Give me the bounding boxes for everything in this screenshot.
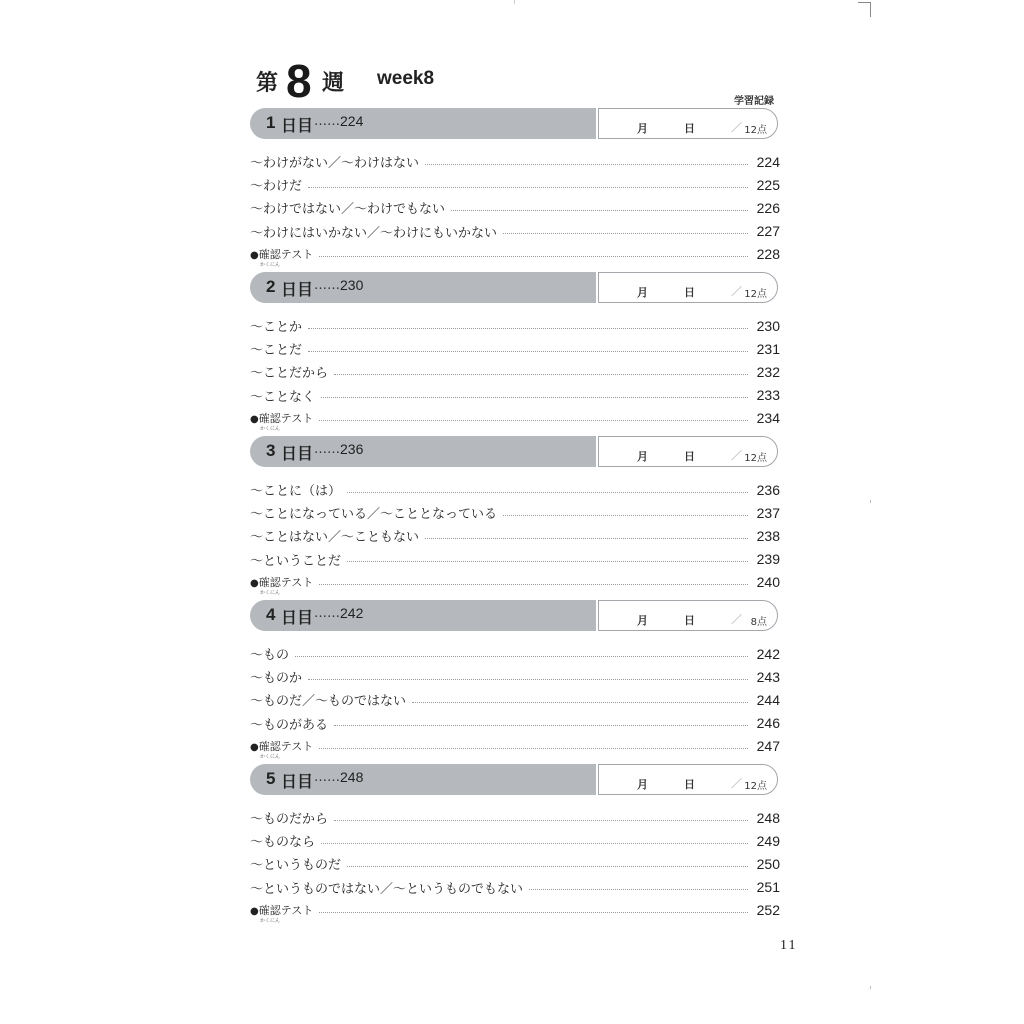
day-leader-dots: ……	[314, 442, 340, 457]
week-suffix: 週	[322, 71, 345, 96]
week-title	[250, 55, 780, 108]
leader-dots	[295, 655, 748, 657]
leader-dots	[319, 255, 748, 257]
entry-page-number: 232	[756, 363, 780, 380]
test-label: 確認テスト	[258, 248, 314, 262]
study-record-label: 学習記録	[734, 96, 774, 107]
bullet-icon: ●	[250, 414, 259, 426]
leader-dots	[334, 373, 748, 375]
record-slash: ／	[731, 449, 742, 462]
entry-page-number: 249	[756, 832, 780, 849]
entry-list	[250, 478, 780, 597]
toc-entry[interactable]	[250, 642, 780, 665]
day-section	[250, 764, 780, 925]
day-title-bar	[250, 764, 596, 795]
toc-entry[interactable]	[250, 478, 780, 501]
toc-entry-test[interactable]	[250, 899, 780, 925]
entry-title: ～ことなく	[250, 389, 316, 405]
entry-title	[250, 246, 319, 269]
day-leader-dots: ……	[314, 606, 340, 621]
entry-title: ～というものだ	[250, 858, 342, 874]
toc-entry-test[interactable]	[250, 407, 780, 433]
entry-page-number: 244	[756, 691, 780, 708]
day-number: 3	[266, 441, 276, 460]
week-number: 8	[286, 55, 311, 107]
toc-entry[interactable]	[250, 501, 780, 524]
leader-dots	[347, 491, 748, 493]
day-leader-dots: ……	[314, 114, 340, 129]
leader-dots	[321, 842, 748, 844]
entry-title: ～わけだ	[250, 179, 303, 195]
week-prefix: 第	[256, 71, 279, 96]
toc-entry[interactable]	[250, 337, 780, 360]
toc-entry-test[interactable]	[250, 571, 780, 597]
day-header	[250, 600, 780, 632]
entry-page-number: 247	[756, 738, 780, 755]
day-number: 4	[266, 605, 276, 624]
day-label: 日目	[281, 444, 314, 463]
furigana: かくにん	[260, 918, 281, 925]
entry-page-number: 240	[756, 574, 780, 591]
toc-entry-test[interactable]	[250, 243, 780, 269]
toc-entry[interactable]	[250, 829, 780, 852]
record-month-label: 月	[637, 450, 648, 463]
day-start-page: 236	[340, 441, 364, 457]
day-label: 日目	[281, 116, 314, 135]
furigana: かくにん	[260, 754, 281, 761]
leader-dots	[308, 350, 748, 352]
toc-entry[interactable]	[250, 173, 780, 196]
day-section	[250, 600, 780, 761]
entry-title: ～というものではない／～というものでもない	[250, 881, 524, 897]
entry-page-number: 236	[756, 481, 780, 498]
day-number: 2	[266, 277, 276, 296]
leader-dots	[319, 583, 748, 585]
record-points: 8点	[750, 617, 767, 628]
leader-dots	[412, 701, 748, 703]
entry-page-number: 230	[756, 317, 780, 334]
toc-entry[interactable]	[250, 384, 780, 407]
furigana: かくにん	[260, 426, 281, 433]
entry-title	[250, 902, 319, 925]
record-points: 12点	[744, 289, 767, 300]
leader-dots	[451, 209, 748, 211]
day-label: 日目	[281, 608, 314, 627]
entry-title: ～ことになっている／～こととなっている	[250, 507, 498, 523]
toc-entry[interactable]	[250, 150, 780, 173]
day-label: 日目	[281, 280, 314, 299]
leader-dots	[334, 819, 748, 821]
record-month-label: 月	[637, 778, 648, 791]
entry-page-number: 250	[756, 855, 780, 872]
record-day-label: 日	[684, 122, 695, 135]
day-start-page: 242	[340, 605, 364, 621]
study-record-box[interactable]	[598, 272, 778, 303]
furigana: かくにん	[260, 590, 281, 597]
day-title-bar	[250, 272, 596, 303]
entry-page-number: 233	[756, 387, 780, 404]
test-label: 確認テスト	[258, 576, 314, 590]
entry-title: ～わけがない／～わけはない	[250, 156, 420, 172]
leader-dots	[425, 163, 748, 165]
study-record-box[interactable]	[598, 108, 778, 139]
entry-page-number: 225	[756, 176, 780, 193]
entry-page-number: 246	[756, 715, 780, 732]
toc-entry[interactable]	[250, 876, 780, 899]
bullet-icon: ●	[250, 578, 259, 590]
furigana: かくにん	[260, 262, 281, 269]
entry-list	[250, 314, 780, 433]
leader-dots	[503, 514, 748, 516]
entry-page-number: 238	[756, 527, 780, 544]
entry-title	[250, 410, 319, 433]
toc-entry[interactable]	[250, 524, 780, 547]
entry-title: ～わけにはいかない／～わけにもいかない	[250, 225, 498, 241]
toc-entry[interactable]	[250, 548, 780, 571]
record-day-label: 日	[684, 286, 695, 299]
day-header	[250, 436, 780, 468]
day-section	[250, 108, 780, 269]
leader-dots	[308, 186, 748, 188]
leader-dots	[425, 537, 748, 539]
day-number: 5	[266, 769, 276, 788]
record-points: 12点	[744, 781, 767, 792]
leader-dots	[529, 888, 748, 890]
toc-entry[interactable]	[250, 314, 780, 337]
entry-title: ～ことだから	[250, 366, 329, 382]
record-slash: ／	[731, 121, 742, 134]
record-day-label: 日	[684, 614, 695, 627]
leader-dots	[347, 560, 748, 562]
leader-dots	[334, 724, 748, 726]
toc-entry[interactable]	[250, 196, 780, 219]
record-slash: ／	[731, 285, 742, 298]
week-label: week8	[377, 68, 435, 89]
day-title-bar	[250, 108, 596, 139]
leader-dots	[319, 747, 748, 749]
entry-title: ～もの	[250, 648, 290, 664]
leader-dots	[503, 232, 748, 234]
study-record-box[interactable]	[598, 600, 778, 631]
entry-title: ～ということだ	[250, 553, 342, 569]
day-start-page: 230	[340, 277, 364, 293]
day-title-bar	[250, 436, 596, 467]
crop-mark	[870, 500, 871, 503]
entry-page-number: 231	[756, 340, 780, 357]
entry-title: ～ものなら	[250, 835, 316, 851]
entry-list	[250, 806, 780, 925]
entry-page-number: 228	[756, 246, 780, 263]
study-record-box[interactable]	[598, 764, 778, 795]
entry-page-number: 237	[756, 504, 780, 521]
day-number: 1	[266, 113, 276, 132]
entry-title	[250, 738, 319, 761]
crop-corner-mark	[858, 2, 871, 17]
record-slash: ／	[731, 613, 742, 626]
leader-dots	[319, 911, 748, 913]
entry-page-number: 227	[756, 223, 780, 240]
bullet-icon: ●	[250, 742, 259, 754]
entry-list	[250, 150, 780, 269]
toc-entry[interactable]	[250, 852, 780, 875]
day-header	[250, 764, 780, 796]
toc-entry[interactable]	[250, 712, 780, 735]
day-title-bar	[250, 600, 596, 631]
entry-title: ～ものだから	[250, 812, 329, 828]
toc-entry[interactable]	[250, 806, 780, 829]
toc-entry-test[interactable]	[250, 735, 780, 761]
leader-dots	[347, 865, 748, 867]
entry-page-number: 248	[756, 809, 780, 826]
bullet-icon: ●	[250, 250, 259, 262]
entry-page-number: 243	[756, 668, 780, 685]
page-number: 11	[780, 938, 798, 953]
leader-dots	[321, 396, 748, 398]
entry-page-number: 226	[756, 199, 780, 216]
record-slash: ／	[731, 777, 742, 790]
entry-title: ～わけではない／～わけでもない	[250, 202, 446, 218]
study-record-box[interactable]	[598, 436, 778, 467]
test-label: 確認テスト	[258, 740, 314, 754]
entry-page-number: 251	[756, 879, 780, 896]
entry-title: ～ものだ／～ものではない	[250, 694, 407, 710]
leader-dots	[319, 419, 748, 421]
record-month-label: 月	[637, 286, 648, 299]
entry-page-number: 234	[756, 410, 780, 427]
entry-title: ～ことか	[250, 320, 303, 336]
record-day-label: 日	[684, 778, 695, 791]
day-leader-dots: ……	[314, 278, 340, 293]
bullet-icon: ●	[250, 906, 259, 918]
record-points: 12点	[744, 125, 767, 136]
day-leader-dots: ……	[314, 770, 340, 785]
toc-entry[interactable]	[250, 688, 780, 711]
day-header	[250, 272, 780, 304]
entry-title	[250, 574, 319, 597]
day-start-page: 224	[340, 113, 364, 129]
leader-dots	[308, 327, 748, 329]
day-start-page: 248	[340, 769, 364, 785]
crop-mark	[514, 0, 515, 4]
entry-page-number: 242	[756, 645, 780, 662]
entry-page-number: 224	[756, 153, 780, 170]
day-section	[250, 436, 780, 597]
entry-title: ～ものか	[250, 671, 303, 687]
day-header	[250, 108, 780, 140]
day-label: 日目	[281, 772, 314, 791]
entry-title: ～ものがある	[250, 717, 329, 733]
leader-dots	[308, 678, 748, 680]
test-label: 確認テスト	[258, 904, 314, 918]
entry-page-number: 252	[756, 902, 780, 919]
entry-list	[250, 642, 780, 761]
toc-entry[interactable]	[250, 360, 780, 383]
record-day-label: 日	[684, 450, 695, 463]
entry-title: ～ことはない／～こともない	[250, 530, 420, 546]
entry-title: ～ことだ	[250, 343, 303, 359]
record-month-label: 月	[637, 614, 648, 627]
day-section	[250, 272, 780, 433]
toc-entry[interactable]	[250, 665, 780, 688]
table-of-contents-page	[250, 55, 780, 108]
crop-mark	[870, 986, 871, 989]
record-month-label: 月	[637, 122, 648, 135]
toc-entry[interactable]	[250, 220, 780, 243]
entry-page-number: 239	[756, 551, 780, 568]
record-points: 12点	[744, 453, 767, 464]
entry-title: ～ことに（は）	[250, 484, 342, 500]
test-label: 確認テスト	[258, 412, 314, 426]
